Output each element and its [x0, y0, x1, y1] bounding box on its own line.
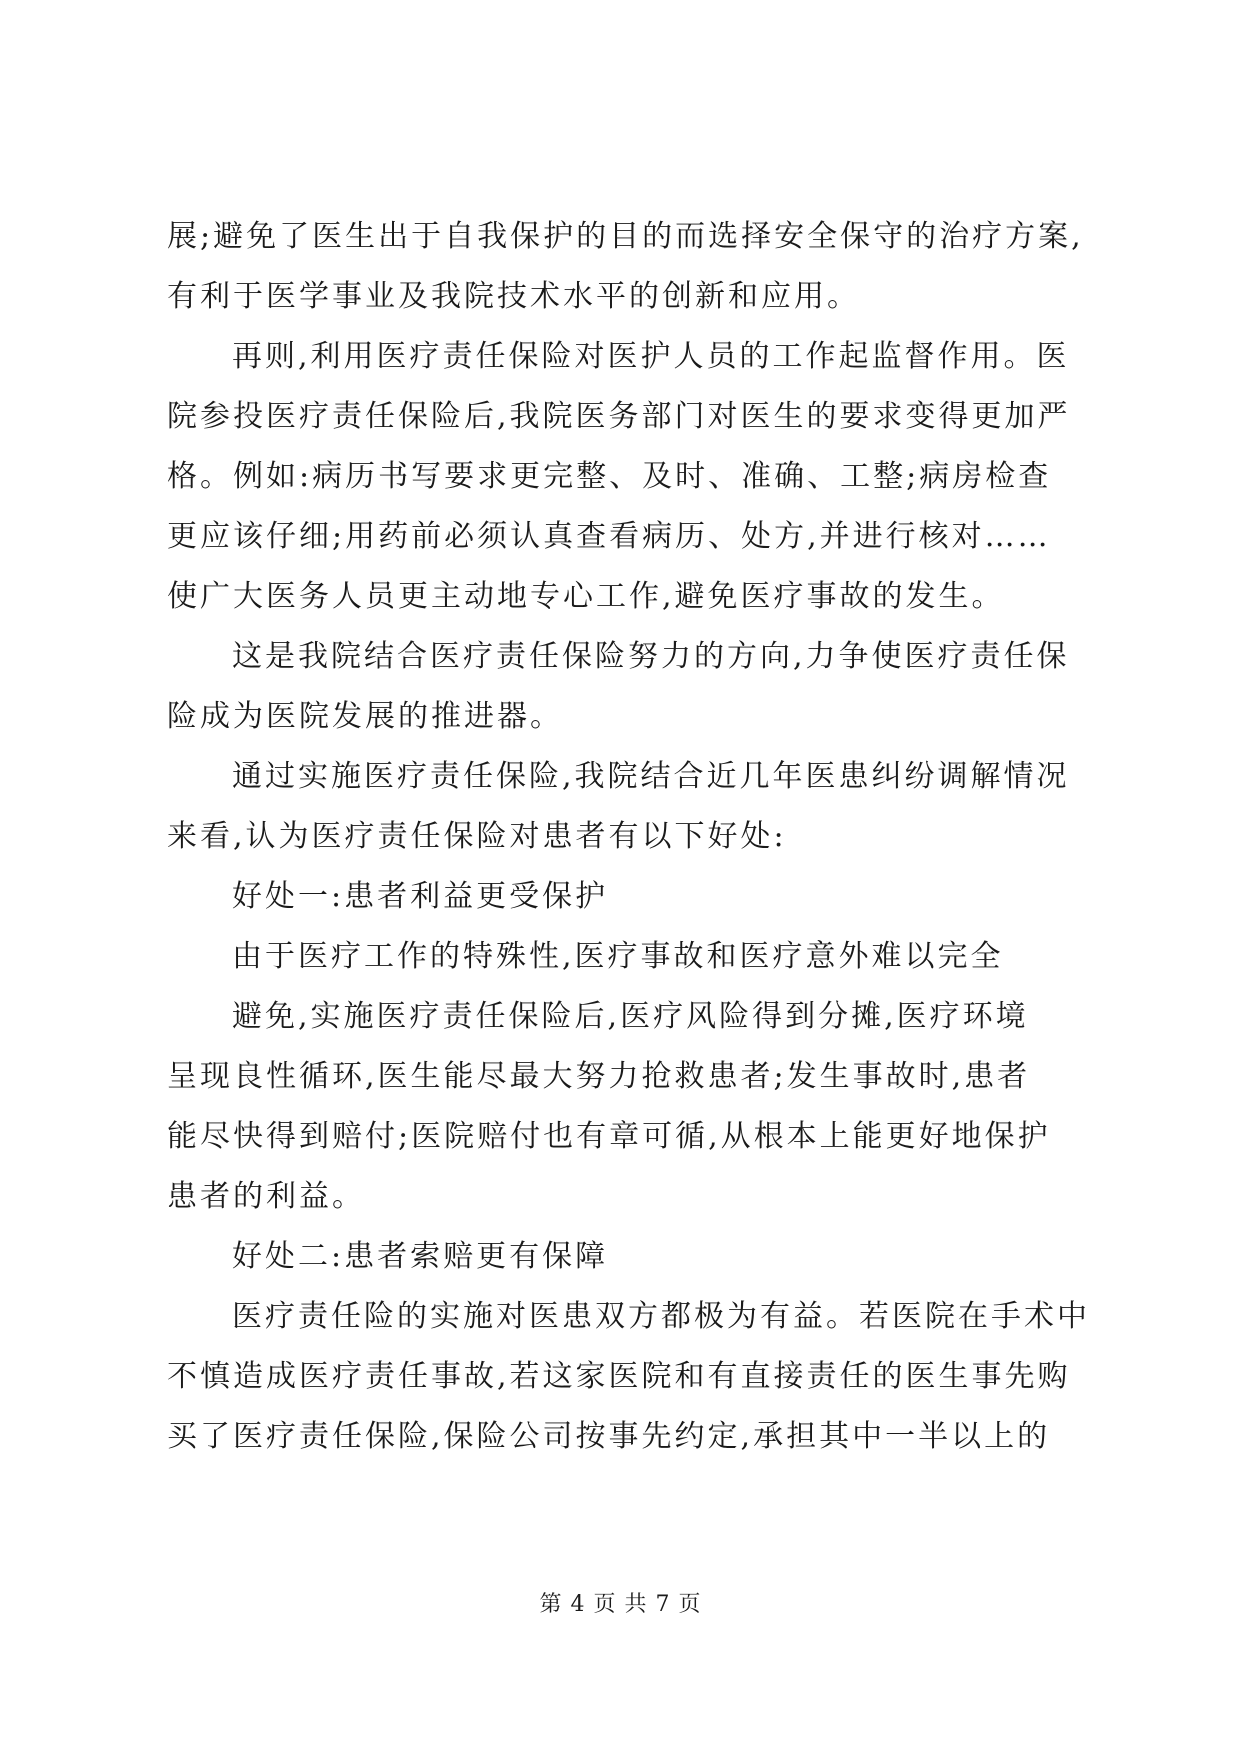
body-text-line: 格。例如:病历书写要求更完整、及时、准确、工整;病房检查 [167, 459, 1052, 494]
paragraph-start-line: 通过实施医疗责任保险,我院结合近几年医患纠纷调解情况 [232, 759, 1070, 794]
body-text-line: 险成为医院发展的推进器。 [167, 699, 563, 734]
body-text-line: 能尽快得到赔付;医院赔付也有章可循,从根本上能更好地保护 [167, 1119, 1051, 1154]
page-number-footer: 第 4 页 共 7 页 [539, 1592, 702, 1617]
body-text-line: 展;避免了医生出于自我保护的目的而选择安全保守的治疗方案, [167, 219, 1084, 254]
body-text-line: 更应该仔细;用药前必须认真查看病历、处方,并进行核对…… [167, 519, 1051, 554]
body-text-line: 买了医疗责任保险,保险公司按事先约定,承担其中一半以上的 [167, 1419, 1051, 1454]
body-text-line: 患者的利益。 [167, 1179, 365, 1214]
body-text-line: 避免,实施医疗责任保险后,医疗风险得到分摊,医疗环境 [232, 999, 1029, 1034]
paragraph-start-line: 再则,利用医疗责任保险对医护人员的工作起监督作用。医 [232, 339, 1070, 374]
paragraph-start-line: 由于医疗工作的特殊性,医疗事故和医疗意外难以完全 [232, 939, 1004, 974]
section-heading-benefit-1: 好处一:患者利益更受保护 [232, 879, 609, 914]
body-text-line: 呈现良性循环,医生能尽最大努力抢救患者;发生事故时,患者 [167, 1059, 1031, 1094]
paragraph-start-line: 医疗责任险的实施对医患双方都极为有益。若医院在手术中 [232, 1299, 1090, 1334]
body-text-line: 来看,认为医疗责任保险对患者有以下好处: [167, 819, 787, 854]
paragraph-start-line: 这是我院结合医疗责任保险努力的方向,力争使医疗责任保 [232, 639, 1070, 674]
body-text-line: 院参投医疗责任保险后,我院医务部门对医生的要求变得更加严 [167, 399, 1071, 434]
body-text-line: 有利于医学事业及我院技术水平的创新和应用。 [167, 279, 860, 314]
body-text-line: 使广大医务人员更主动地专心工作,避免医疗事故的发生。 [167, 579, 1005, 614]
body-text-line: 不慎造成医疗责任事故,若这家医院和有直接责任的医生事先购 [167, 1359, 1071, 1394]
section-heading-benefit-2: 好处二:患者索赔更有保障 [232, 1239, 609, 1274]
